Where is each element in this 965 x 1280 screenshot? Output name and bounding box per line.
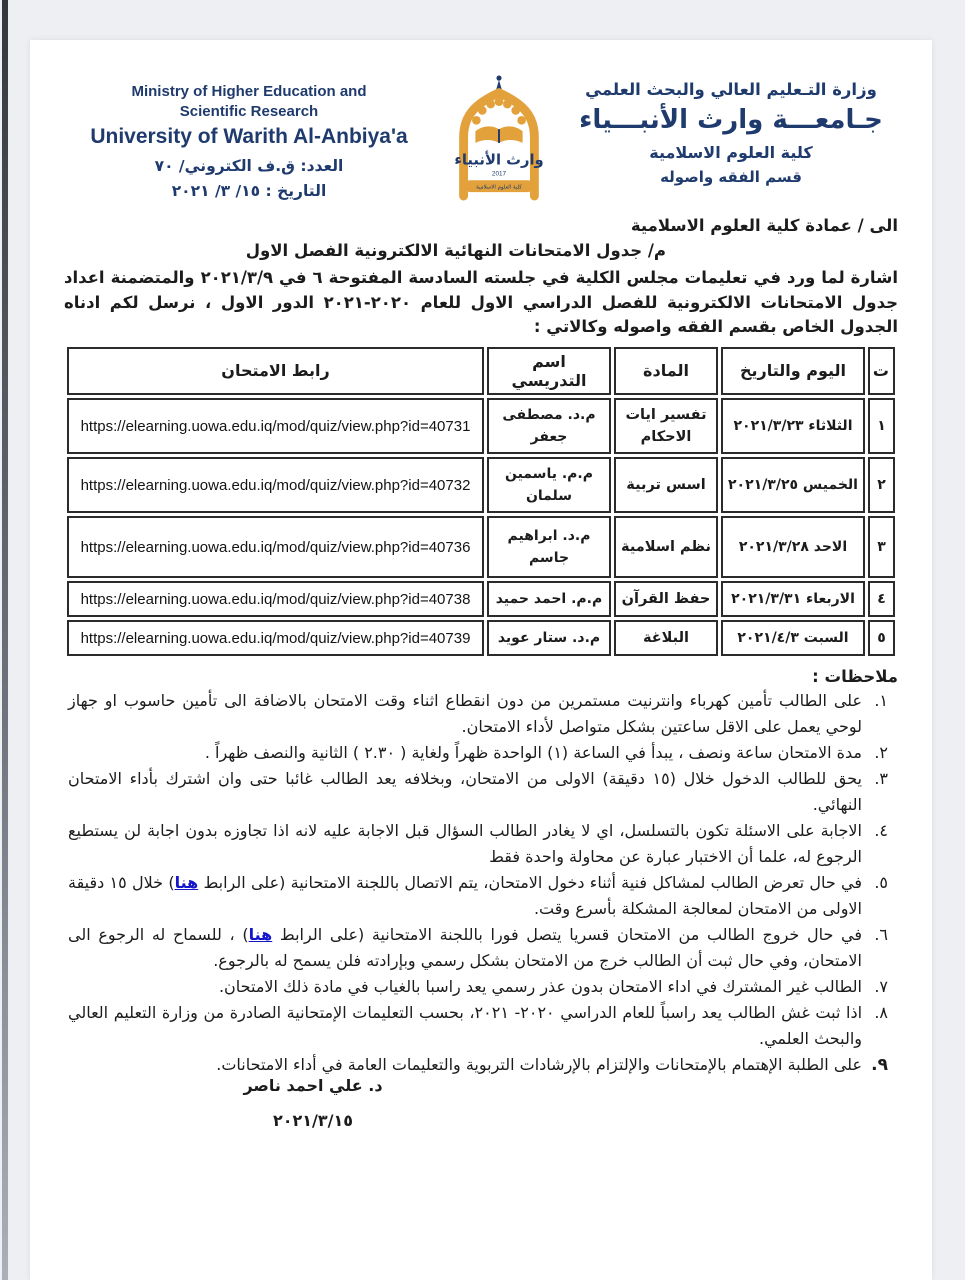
row-day-date: الاربعاء ٢٠٢١/٣/٣١ bbox=[721, 581, 865, 617]
here-link[interactable]: هنا bbox=[248, 924, 273, 944]
note-text: اذا ثبت غش الطالب يعد راسباً للعام الدراسي ٢٠٢٠- ٢٠٢١، بحسب التعليمات الإمتحانية الصادرة من وزارة التعليم العالي والبحث العلمي. bbox=[68, 1002, 863, 1048]
notes-list bbox=[64, 686, 898, 1078]
note-number: ٣. bbox=[874, 768, 888, 788]
note-text: يحق للطالب الدخول خلال (١٥ دقيقة) الاولى من الامتحان، وبخلافه يعد الطالب غائبا حتى وان اشترك بأداء الامتحان النهائي. bbox=[68, 768, 862, 814]
table-row bbox=[67, 516, 895, 578]
document-sheet bbox=[30, 40, 932, 1280]
row-subject: حفظ القرآن bbox=[614, 581, 718, 617]
note-number: ٥. bbox=[874, 872, 888, 892]
exam-link[interactable]: https://elearning.uowa.edu.iq/mod/quiz/view.php?id=40732 bbox=[80, 477, 471, 494]
letterhead-english-block bbox=[64, 74, 434, 200]
document-ref-number: العدد: ق.ف الكتروني/ ٧٠ bbox=[154, 157, 344, 175]
ministry-name-english-line1: Ministry of Higher Education and bbox=[131, 83, 367, 100]
note-item-2 bbox=[68, 740, 888, 766]
note-item-7 bbox=[68, 974, 888, 1000]
col-header-number: ت bbox=[868, 347, 895, 395]
note-number: ٤. bbox=[874, 820, 888, 840]
note-text: الاجابة على الاسئلة تكون بالتسلسل، اي لا يغادر الطالب السؤال قبل الاجابة عليه لانه اذا تجاوزه بدون اجابة لن يستطيع الرجوع له، علما أن الاختبار عبارة عن محاولة واحدة فقط bbox=[68, 820, 862, 866]
note-number: ٢. bbox=[874, 742, 888, 762]
row-teacher: م.م. احمد حميد bbox=[487, 581, 611, 617]
note-text: على الطالب تأمين كهرباء وانترنيت مستمرين من دون انقطاع اثناء وقت الامتحان بالاضافة الى تأمين حاسوب او جهاز لوحي يعمل على الاقل ساعتين بشكل متواصل لأداء الامتحان. bbox=[68, 690, 862, 736]
exam-link[interactable]: https://elearning.uowa.edu.iq/mod/quiz/view.php?id=40738 bbox=[80, 591, 471, 608]
row-number: ١ bbox=[868, 398, 895, 454]
letterhead bbox=[64, 74, 898, 204]
table-row bbox=[67, 620, 895, 656]
department-name-arabic: قسم الفقه واصوله bbox=[660, 168, 802, 186]
note-item-9 bbox=[68, 1052, 888, 1078]
svg-text:2017: 2017 bbox=[491, 170, 507, 178]
row-teacher: م.د. ستار عويد bbox=[487, 620, 611, 656]
row-subject: نظم اسلامية bbox=[614, 516, 718, 578]
ministry-name-arabic: وزارة التـعليم العالي والبحث العلمي bbox=[585, 80, 877, 99]
university-name-english: University of Warith Al-Anbiya'a bbox=[90, 125, 408, 148]
row-teacher: م.د. مصطفى جعفر bbox=[487, 398, 611, 454]
note-item-5 bbox=[68, 870, 888, 922]
note-item-6 bbox=[68, 922, 888, 974]
exam-link[interactable]: https://elearning.uowa.edu.iq/mod/quiz/view.php?id=40731 bbox=[80, 418, 471, 435]
intro-paragraph: اشارة لما ورد في تعليمات مجلس الكلية في جلسته السادسة المفتوحة ٦ في ٢٠٢١/٣/٩ والمتضمنة اعداد جدول الامتحانات الالكترونية للفصل الدراسي الاول للعام ٢٠٢٠-٢٠٢١ الدور الاول ، نرسل لكم ادناه الجدول الخاص بقسم الفقه واصوله وكالاتي : bbox=[64, 268, 898, 336]
table-row bbox=[67, 457, 895, 513]
row-subject: اسس تربية bbox=[614, 457, 718, 513]
table-row bbox=[67, 398, 895, 454]
note-number: ٩. bbox=[871, 1054, 888, 1075]
here-link[interactable]: هنا bbox=[174, 872, 199, 892]
row-day-date: الاحد ٢٠٢١/٣/٢٨ bbox=[721, 516, 865, 578]
row-teacher: م.م. ياسمين سلمان bbox=[487, 457, 611, 513]
note-item-8 bbox=[68, 1000, 888, 1052]
table-row bbox=[67, 581, 895, 617]
svg-text:وارث الأنبياء: وارث الأنبياء bbox=[454, 151, 544, 169]
note-text: على الطلبة الإهتمام بالإمتحانات والإلتزام بالإرشادات التربوية والتعليمات العامة في أداء الامتحانات. bbox=[216, 1054, 862, 1074]
note-item-3 bbox=[68, 766, 888, 818]
row-number: ٣ bbox=[868, 516, 895, 578]
note-number: ٦. bbox=[874, 924, 888, 944]
row-number: ٥ bbox=[868, 620, 895, 656]
signature-name: د. علي احمد ناصر bbox=[243, 1076, 383, 1095]
row-day-date: الثلاثاء ٢٠٢١/٣/٢٣ bbox=[721, 398, 865, 454]
ministry-name-english-line2: Scientific Research bbox=[179, 103, 319, 120]
row-subject: تفسير ايات الاحكام bbox=[614, 398, 718, 454]
col-header-exam-link: رابط الامتحان bbox=[67, 347, 484, 395]
row-number: ٤ bbox=[868, 581, 895, 617]
note-item-4 bbox=[68, 818, 888, 870]
note-text: في حال خروج الطالب من الامتحان قسريا يتصل فورا باللجنة الامتحانية (على الرابط هنا) ، للسماح له الرجوع الى الامتحان، وفي حال ثبت أن الطالب خرج من الامتحان بشكل رسمي وبإرادته فلن يسمح له بالرجوع. bbox=[68, 924, 863, 970]
document-ref-date: التاريخ : ١٥/ ٣/ ٢٠٢١ bbox=[171, 182, 327, 200]
note-number: ٧. bbox=[874, 976, 888, 996]
row-teacher: م.د. ابراهيم جاسم bbox=[487, 516, 611, 578]
notes-heading: ملاحظات : bbox=[812, 666, 898, 686]
row-number: ٢ bbox=[868, 457, 895, 513]
photo-left-edge-shadow bbox=[2, 0, 8, 1280]
col-header-day-date: اليوم والتاريخ bbox=[721, 347, 865, 395]
signature-block bbox=[208, 1076, 418, 1130]
note-text: مدة الامتحان ساعة ونصف ، يبدأ في الساعة (١) الواحدة ظهراً ولغاية ( ٢.٣٠ ) الثانية والنصف ظهراً . bbox=[204, 742, 862, 762]
university-name-arabic: جـامعـــة وارث الأنبـــياء bbox=[579, 105, 883, 135]
col-header-subject: المادة bbox=[614, 347, 718, 395]
note-number: ٨. bbox=[874, 1002, 888, 1022]
row-day-date: الخميس ٢٠٢١/٣/٢٥ bbox=[721, 457, 865, 513]
col-header-teacher: اسم التدريسي bbox=[487, 347, 611, 395]
note-text: في حال تعرض الطالب لمشاكل فنية أثناء دخول الامتحان، يتم الاتصال باللجنة الامتحانية (على الرابط هنا) خلال ١٥ دقيقة الاولى من الامتحان لمعالجة المشكلة بأسرع وقت. bbox=[68, 872, 863, 918]
university-seal-icon bbox=[440, 74, 558, 204]
subject-line: م/ جدول الامتحانات النهائية الالكترونية الفصل الاول bbox=[245, 241, 666, 260]
addressee-line: الى / عمادة كلية العلوم الاسلامية bbox=[630, 216, 898, 235]
note-item-1 bbox=[68, 688, 888, 740]
exam-link[interactable]: https://elearning.uowa.edu.iq/mod/quiz/view.php?id=40739 bbox=[80, 630, 471, 647]
university-logo bbox=[434, 74, 564, 204]
signature-date: ٢٠٢١/٣/١٥ bbox=[272, 1111, 354, 1130]
row-day-date: السبت ٢٠٢١/٤/٣ bbox=[721, 620, 865, 656]
table-header-row bbox=[67, 347, 895, 395]
exam-schedule-table bbox=[64, 344, 898, 659]
college-name-arabic: كلية العلوم الاسلامية bbox=[649, 143, 813, 162]
letterhead-arabic-block bbox=[564, 74, 898, 186]
exam-link[interactable]: https://elearning.uowa.edu.iq/mod/quiz/view.php?id=40736 bbox=[80, 539, 471, 556]
svg-text:كلية العلوم الاسلامية: كلية العلوم الاسلامية bbox=[476, 184, 522, 191]
note-text: الطالب غير المشترك في اداء الامتحان بدون عذر رسمي يعد راسبا بالغياب في مادة ذلك الامتحان. bbox=[218, 976, 862, 996]
note-number: ١. bbox=[874, 690, 888, 710]
row-subject: البلاغة bbox=[614, 620, 718, 656]
